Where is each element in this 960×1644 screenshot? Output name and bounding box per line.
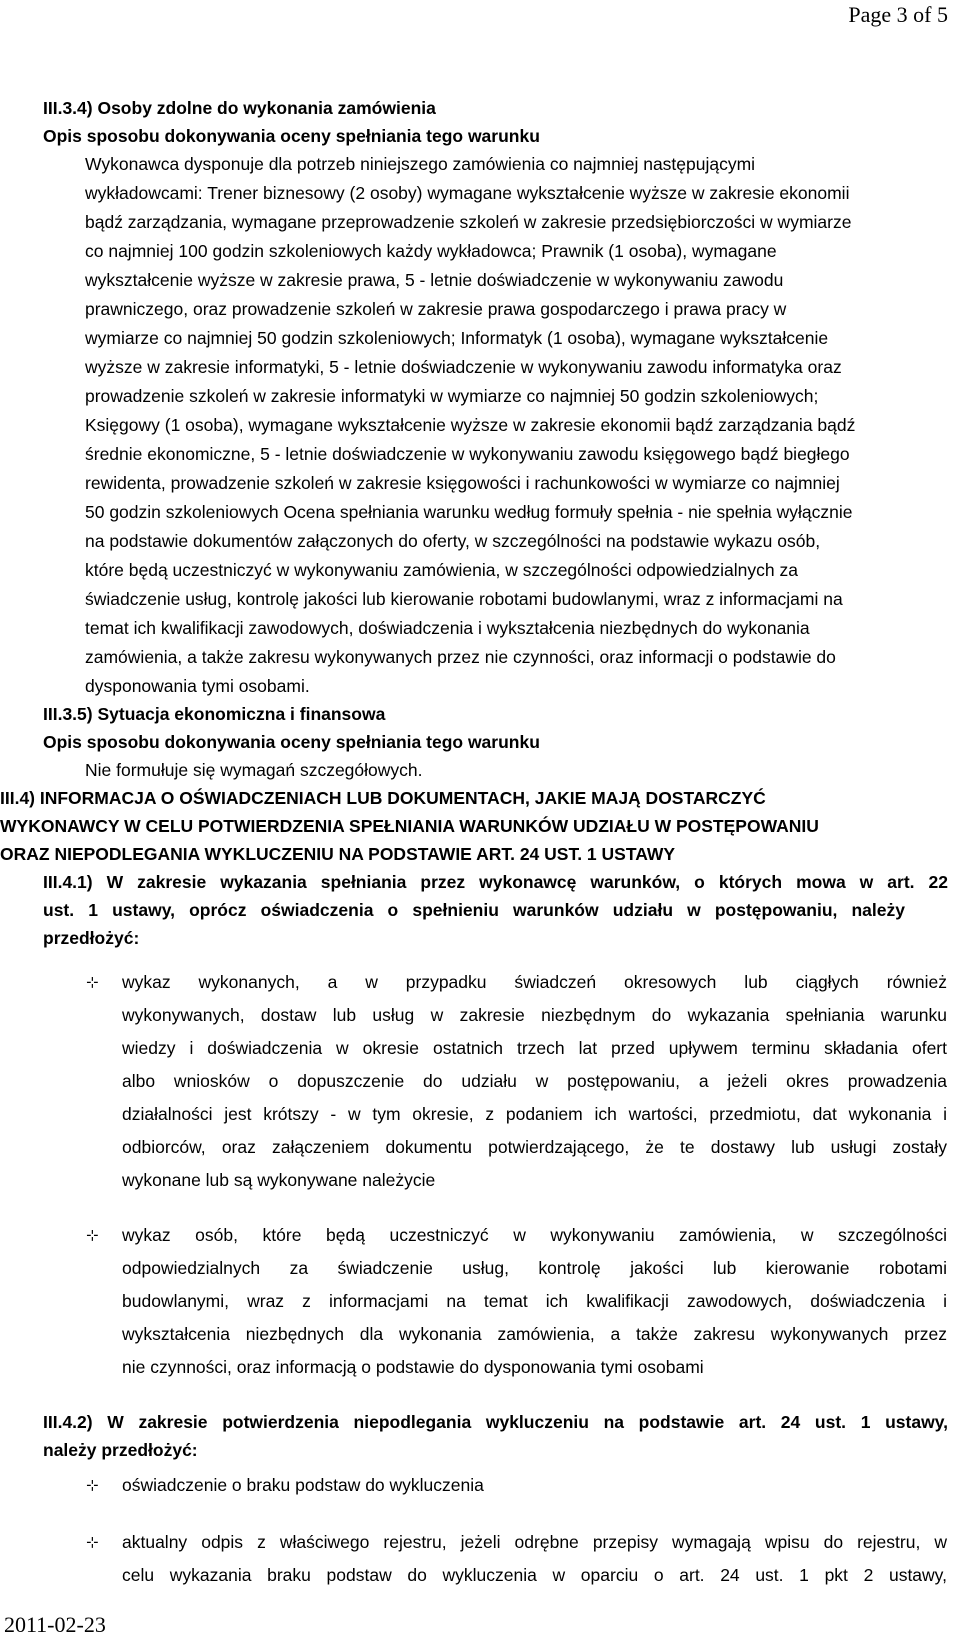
text-line: które będą uczestniczyć w wykonywaniu zamówienia, w szczególności odpowiedzialnych za <box>85 560 798 580</box>
text-line: celu wykazania braku podstaw do wykluczenia w oparciu o art. 24 ust. 1 pkt 2 ustawy, <box>122 1565 947 1585</box>
text-line: odbiorców, oraz załączeniem dokumentu potwierdzającego, że te dostawy lub usługi zostały <box>122 1137 947 1157</box>
text-line: 50 godzin szkoleniowych Ocena spełniania warunku według formuły spełnia - nie spełnia wyłącznie <box>85 502 853 522</box>
text-line: świadczenie usług, kontrolę jakości lub kierowanie robotami budowlanymi, wraz z informacjami na <box>85 589 843 609</box>
section-heading-4-2: III.4.2) W zakresie potwierdzenia niepodlegania wykluczeniu na podstawie art. 24 ust. 1 ustawy, <box>43 1412 948 1432</box>
text-line: wymiarze co najmniej 50 godzin szkoleniowych; Informatyk (1 osoba), wymagane wykształcenie <box>85 328 829 348</box>
text-line: działalności jest krótszy - w tym okresie, z podaniem ich wartości, przedmiotu, dat wykonania i <box>122 1104 947 1124</box>
text-line: wykładowcami: Trener biznesowy (2 osoby) wymagane wykształcenie wyższe w zakresie ekonomii <box>85 183 850 203</box>
text-line: wykonane lub są wykonywane należycie <box>122 1170 436 1190</box>
section-heading-4: WYKONAWCY W CELU POTWIERDZENIA SPEŁNIANIA WARUNKÓW UDZIAŁU W POSTĘPOWANIU <box>0 816 819 836</box>
text-line: dysponowania tymi osobami. <box>85 676 310 696</box>
text-line: temat ich kwalifikacji zawodowych, doświadczenia i wykształcenia niezbędnych do wykonania <box>85 618 810 638</box>
section-heading-4-2: należy przedłożyć: <box>43 1440 198 1460</box>
text-line: średnie ekonomiczne, 5 - letnie doświadczenie w wykonywaniu zawodu księgowego bądź biegłego <box>85 444 850 464</box>
footer-date: 2011-02-23 <box>4 1612 106 1637</box>
text-line: zamówienia, a także zakresu wykonywanych przez nie czynności, oraz informacji o podstawie do <box>85 647 836 667</box>
section-subheading: Opis sposobu dokonywania oceny spełniania tego warunku <box>43 126 540 146</box>
text-line: oświadczenie o braku podstaw do wykluczenia <box>122 1475 484 1495</box>
section-heading-3-5: III.3.5) Sytuacja ekonomiczna i finansowa <box>43 704 386 724</box>
text-line: Wykonawca dysponuje dla potrzeb niniejszego zamówienia co najmniej następującymi <box>85 154 756 174</box>
text-line: wykonywanych, dostaw lub usług w zakresie niezbędnym do wykazania spełniania warunku <box>122 1005 947 1025</box>
section-subheading: Opis sposobu dokonywania oceny spełniania tego warunku <box>43 732 540 752</box>
text-line: co najmniej 100 godzin szkoleniowych każdy wykładowca; Prawnik (1 osoba), wymagane <box>85 241 777 261</box>
section-heading-4-1: przedłożyć: <box>43 928 140 948</box>
text-line: budowlanymi, wraz z informacjami na temat ich kwalifikacji zawodowych, doświadczenia i <box>122 1291 947 1311</box>
section-heading-4: III.4) INFORMACJA O OŚWIADCZENIACH LUB DOKUMENTACH, JAKIE MAJĄ DOSTARCZYĆ <box>0 788 766 808</box>
section-heading-4: ORAZ NIEPODLEGANIA WYKLUCZENIU NA PODSTAWIE ART. 24 UST. 1 USTAWY <box>0 844 676 864</box>
text-line: prowadzenie szkoleń w zakresie informatyki w wymiarze co najmniej 50 godzin szkoleniowych; <box>85 386 819 406</box>
plus-bullet-icon: ⊹ <box>86 1533 99 1551</box>
text-line: wykształcenie wyższe w zakresie prawa, 5 - letnie doświadczenie w wykonywaniu zawodu <box>85 270 784 290</box>
section-heading-4-1: III.4.1) W zakresie wykazania spełniania przez wykonawcę warunków, o których mowa w art. 22 <box>43 872 948 892</box>
plus-bullet-icon: ⊹ <box>86 973 99 991</box>
text-line: wykaz wykonanych, a w przypadku świadczeń okresowych lub ciągłych również <box>122 972 947 992</box>
text-line: wyższe w zakresie informatyki, 5 - letnie doświadczenie w wykonywaniu zawodu informatyka oraz <box>85 357 842 377</box>
section-heading-3-4: III.3.4) Osoby zdolne do wykonania zamówienia <box>43 98 436 118</box>
text-line: bądź zarządzania, wymagane przeprowadzenie szkoleń w zakresie przedsiębiorczości w wymiarze <box>85 212 852 232</box>
page-number: Page 3 of 5 <box>848 2 948 27</box>
text-line: odpowiedzialnych za świadczenie usług, kontrolę jakości lub kierowanie robotami <box>122 1258 947 1278</box>
text-line: wykształcenia niezbędnych dla wykonania zamówienia, a także zakresu wykonywanych przez <box>122 1324 947 1344</box>
plus-bullet-icon: ⊹ <box>86 1226 99 1244</box>
text-line: nie czynności, oraz informacją o podstawie do dysponowania tymi osobami <box>122 1357 704 1377</box>
text-line: Nie formułuje się wymagań szczegółowych. <box>85 760 423 780</box>
plus-bullet-icon: ⊹ <box>86 1476 99 1494</box>
section-heading-4-1: ust. 1 ustawy, oprócz oświadczenia o spełnieniu warunków udziału w postępowaniu, należy <box>43 900 905 920</box>
text-line: prawniczego, oraz prowadzenie szkoleń w zakresie prawa gospodarczego i prawa pracy w <box>85 299 787 319</box>
text-line: wiedzy i doświadczenia w okresie ostatnich trzech lat przed upływem terminu składania ofert <box>122 1038 947 1058</box>
text-line: Księgowy (1 osoba), wymagane wykształcenie wyższe w zakresie ekonomii bądź zarządzania bądź <box>85 415 856 435</box>
text-line: na podstawie dokumentów załączonych do oferty, w szczególności na podstawie wykazu osób, <box>85 531 821 551</box>
text-line: aktualny odpis z właściwego rejestru, jeżeli odrębne przepisy wymagają wpisu do rejestru, w <box>122 1532 947 1552</box>
text-line: albo wniosków o dopuszczenie do udziału w postępowaniu, a jeżeli okres prowadzenia <box>122 1071 947 1091</box>
text-line: wykaz osób, które będą uczestniczyć w wykonywaniu zamówienia, w szczególności <box>122 1225 947 1245</box>
text-line: rewidenta, prowadzenie szkoleń w zakresie księgowości i rachunkowości w wymiarze co najmniej <box>85 473 840 493</box>
